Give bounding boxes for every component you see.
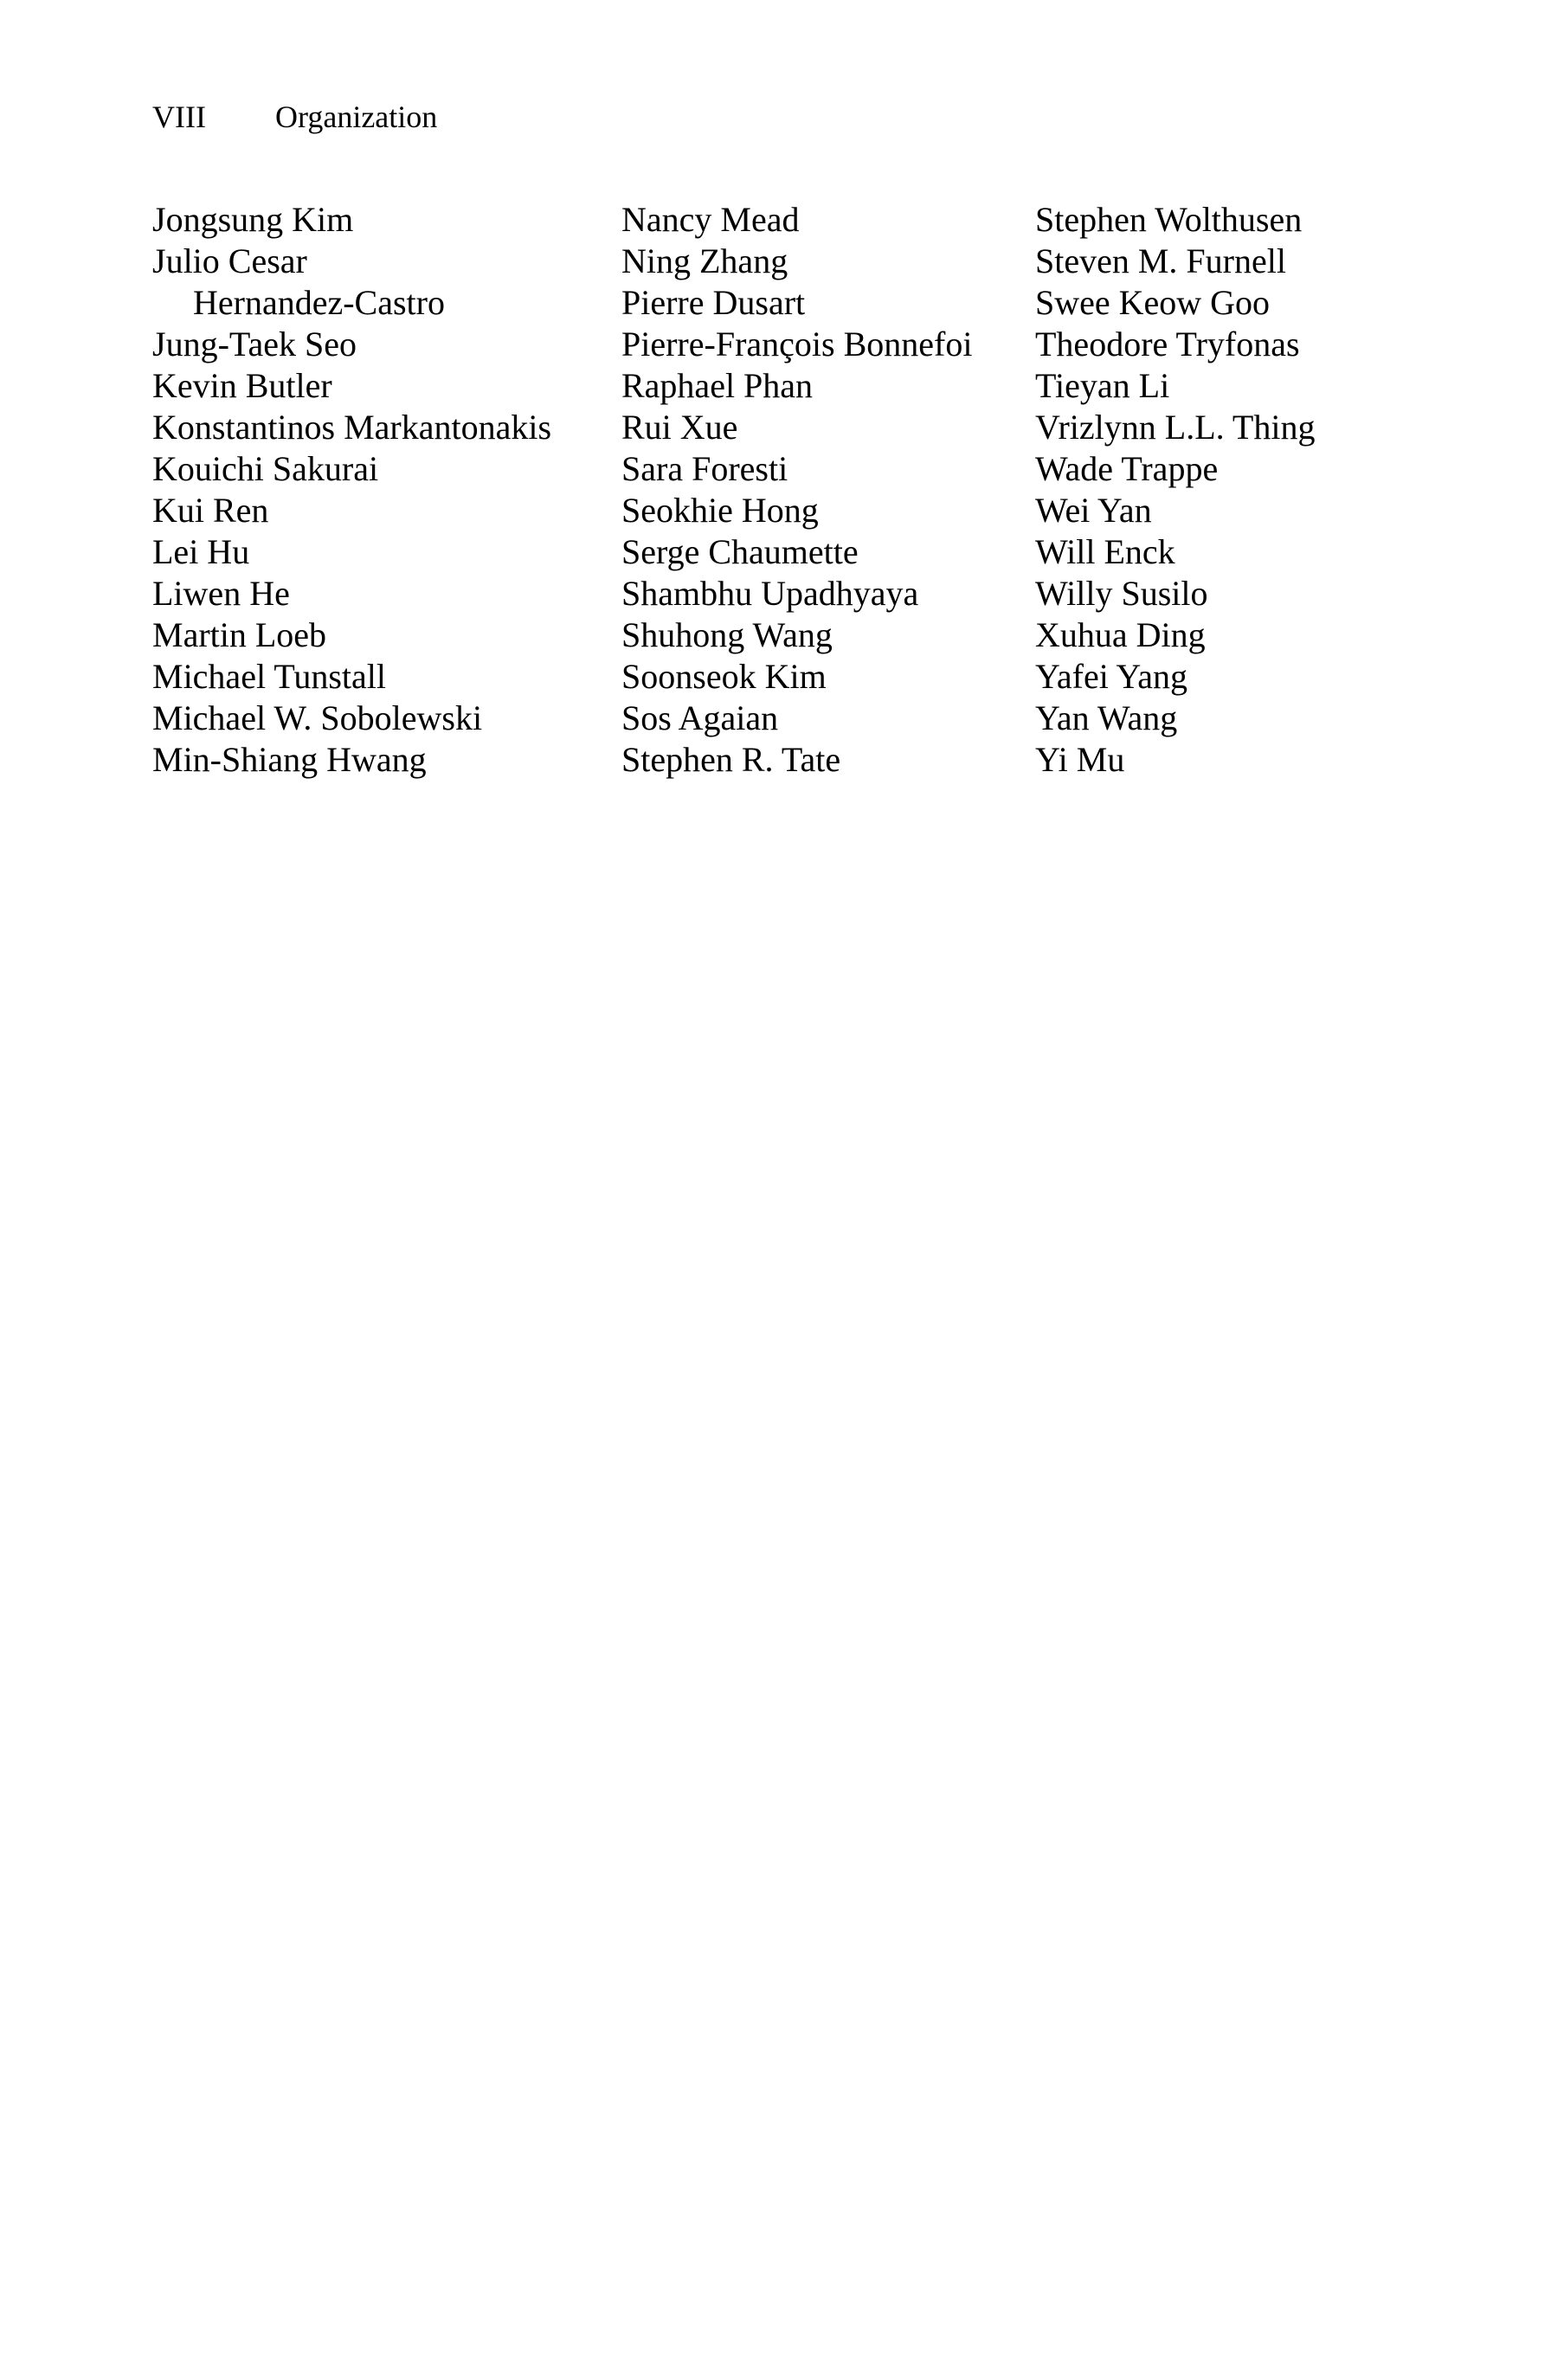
name-entry: Julio Cesar: [152, 241, 307, 280]
name-entry: Wade Trappe: [1035, 449, 1219, 488]
name-entry: Serge Chaumette: [621, 532, 859, 571]
name-entry-continuation: Hernandez-Castro: [193, 283, 445, 322]
page-number: VIII: [152, 100, 206, 134]
name-entry: Swee Keow Goo: [1035, 283, 1271, 322]
running-header: [152, 97, 437, 137]
name-entry: Willy Susilo: [1035, 574, 1208, 613]
name-entry: Sara Foresti: [621, 449, 788, 488]
names-column-1: [152, 199, 551, 781]
name-entry: Nancy Mead: [621, 200, 800, 239]
name-entry: Shuhong Wang: [621, 615, 833, 654]
name-entry: Sos Agaian: [621, 698, 779, 737]
name-entry: Yi Mu: [1035, 740, 1125, 779]
names-column-3: [1035, 199, 1315, 781]
name-entry: Xuhua Ding: [1035, 615, 1206, 654]
name-entry: Raphael Phan: [621, 366, 814, 405]
name-entry: Michael Tunstall: [152, 657, 387, 696]
name-entry: Jung-Taek Seo: [152, 325, 357, 363]
name-entry: Steven M. Furnell: [1035, 241, 1286, 280]
name-entry: Jongsung Kim: [152, 200, 354, 239]
name-entry: Pierre-François Bonnefoi: [621, 325, 973, 363]
name-entry: Yan Wang: [1035, 698, 1178, 737]
name-entry: Will Enck: [1035, 532, 1175, 571]
name-entry: Kouichi Sakurai: [152, 449, 379, 488]
name-entry: Ning Zhang: [621, 241, 788, 280]
name-entry: Theodore Tryfonas: [1035, 325, 1300, 363]
name-entry: Vrizlynn L.L. Thing: [1035, 408, 1316, 447]
name-entry: Kui Ren: [152, 491, 269, 530]
name-entry: Rui Xue: [621, 408, 738, 447]
running-title: Organization: [275, 100, 438, 134]
name-entry: Michael W. Sobolewski: [152, 698, 483, 737]
name-entry: Konstantinos Markantonakis: [152, 408, 552, 447]
name-entry: Soonseok Kim: [621, 657, 827, 696]
name-entry: Tieyan Li: [1035, 366, 1170, 405]
name-entry: Shambhu Upadhyaya: [621, 574, 919, 613]
name-entry: Stephen Wolthusen: [1035, 200, 1303, 239]
name-entry: Yafei Yang: [1035, 657, 1187, 696]
name-entry: Kevin Butler: [152, 366, 332, 405]
name-entry: Martin Loeb: [152, 615, 327, 654]
name-entry: Liwen He: [152, 574, 290, 613]
name-entry: Min-Shiang Hwang: [152, 740, 427, 779]
name-entry: Seokhie Hong: [621, 491, 819, 530]
name-entry: Pierre Dusart: [621, 283, 806, 322]
names-column-2: [621, 199, 972, 781]
name-entry: Lei Hu: [152, 532, 250, 571]
name-entry: Stephen R. Tate: [621, 740, 841, 779]
name-entry: Wei Yan: [1035, 491, 1152, 530]
